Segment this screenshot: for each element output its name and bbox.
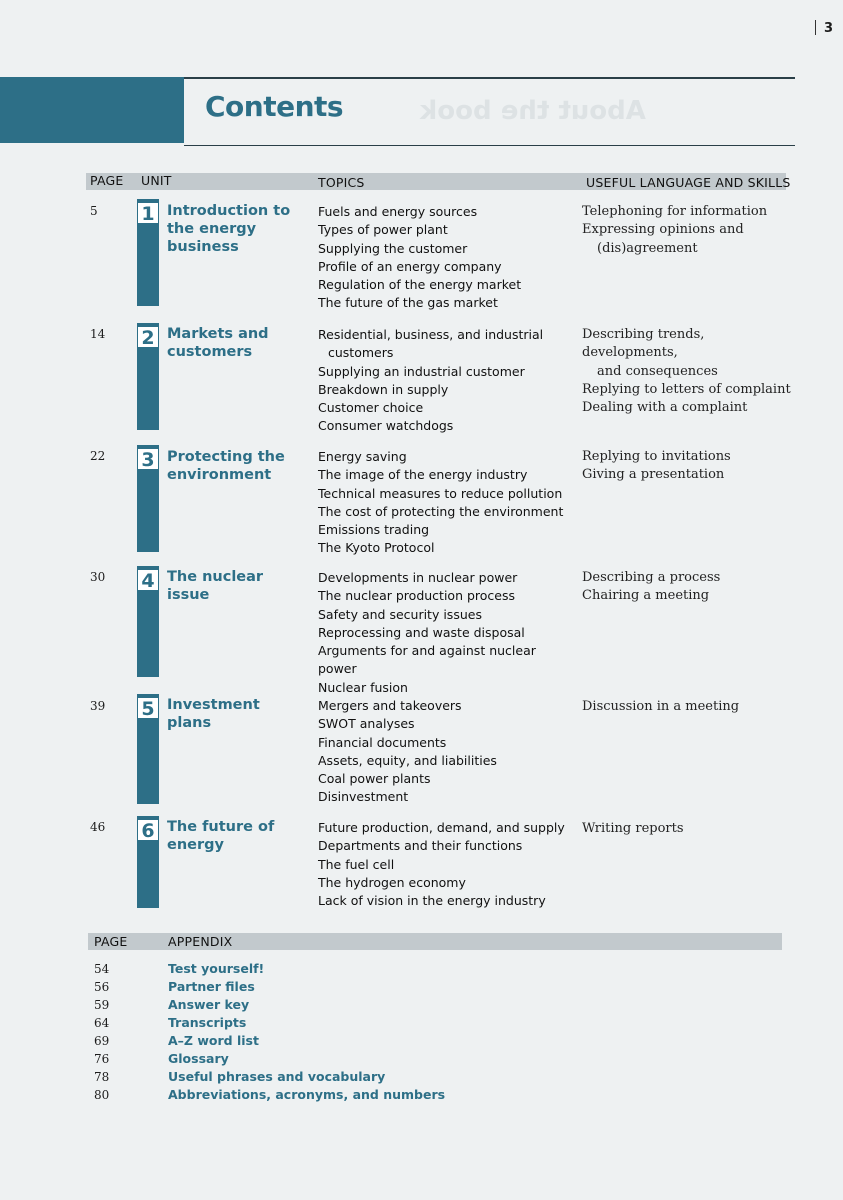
skill-item: Discussion in a meeting [582, 699, 740, 714]
appendix-item: Glossary [168, 1051, 229, 1066]
appendix-title-header: APPENDIX [168, 934, 233, 949]
title-rule-top [184, 77, 795, 79]
unit-topics [318, 326, 578, 436]
title-accent-block [0, 77, 184, 143]
unit-title: The future of energy [167, 819, 275, 853]
show-through-heading: About the book [420, 96, 646, 126]
topic-item: The Kyoto Protocol [318, 540, 435, 556]
unit-topics [318, 203, 578, 313]
unit-topics [318, 697, 578, 807]
topic-item: Assets, equity, and liabilities [318, 752, 497, 768]
unit-skills [582, 820, 797, 838]
appendix-item: Transcripts [168, 1015, 247, 1030]
unit-skills [582, 698, 797, 716]
skill-item: Chairing a meeting [582, 588, 710, 604]
appendix-item: A–Z word list [168, 1033, 259, 1048]
appendix-page: 54 [94, 962, 110, 976]
topic-item: customers [328, 345, 394, 361]
topic-item: Residential, business, and industrial [318, 327, 544, 342]
unit-skills [582, 326, 797, 417]
skill-item: Describing a process [582, 570, 721, 585]
topic-item: Future production, demand, and supply [318, 820, 565, 835]
unit-page: 30 [90, 570, 106, 584]
unit-title: Protecting the environment [167, 449, 285, 483]
topic-item: The future of the gas market [318, 295, 498, 311]
unit-title: Introduction to the energy business [167, 203, 291, 255]
appendix-page-header: PAGE [94, 934, 128, 949]
topic-item: The fuel cell [318, 856, 395, 872]
topic-item: Disinvestment [318, 789, 409, 805]
topic-item: Energy saving [318, 449, 407, 464]
appendix-page: 78 [94, 1070, 110, 1084]
unit-topics [318, 819, 578, 910]
topic-item: Departments and their functions [318, 838, 523, 854]
appendix-item: Answer key [168, 997, 250, 1012]
topic-item: Supplying the customer [318, 240, 468, 256]
topic-item: Regulation of the energy market [318, 277, 522, 293]
unit-number: 4 [137, 569, 159, 591]
topic-item: Lack of vision in the energy industry [318, 893, 546, 909]
topic-item: Supplying an industrial customer [318, 363, 525, 379]
unit-number: 3 [137, 448, 159, 470]
skill-item: Dealing with a complaint [582, 400, 748, 416]
topic-item: The hydrogen economy [318, 874, 466, 890]
appendix-item: Abbreviations, acronyms, and numbers [168, 1087, 446, 1102]
topic-item: The nuclear production process [318, 588, 516, 604]
topic-item: Emissions trading [318, 522, 430, 538]
skill-item: and consequences [597, 363, 718, 379]
topic-item: Breakdown in supply [318, 381, 449, 397]
topic-item: Customer choice [318, 400, 424, 416]
unit-number: 6 [137, 819, 159, 841]
skill-item: Giving a presentation [582, 467, 725, 483]
header-topics: TOPICS [318, 175, 365, 190]
unit-title: The nuclear issue [167, 569, 264, 603]
skill-item: Describing trends, developments, [582, 327, 705, 361]
skill-item: Telephoning for information [582, 204, 768, 219]
appendix-page: 56 [94, 980, 110, 994]
title-rule-bottom [184, 145, 795, 146]
topic-item: The cost of protecting the environment [318, 503, 564, 519]
unit-topics [318, 569, 578, 697]
topic-item: The image of the energy industry [318, 467, 528, 483]
unit-page: 14 [90, 327, 106, 341]
unit-skills [582, 569, 797, 606]
skill-item: (dis)agreement [597, 240, 698, 256]
page-number: 3 [815, 20, 833, 36]
skill-item: Writing reports [582, 821, 684, 836]
appendix-page: 64 [94, 1016, 110, 1030]
unit-topics [318, 448, 578, 558]
appendix-page: 69 [94, 1034, 110, 1048]
unit-page: 39 [90, 699, 106, 713]
unit-page: 22 [90, 449, 106, 463]
topic-item: Types of power plant [318, 222, 448, 238]
unit-number: 1 [137, 202, 159, 224]
topic-item: Technical measures to reduce pollution [318, 485, 563, 501]
topic-item: Nuclear fusion [318, 679, 408, 695]
unit-title: Investment plans [167, 697, 260, 731]
topic-item: Developments in nuclear power [318, 570, 518, 585]
topic-item: Reprocessing and waste disposal [318, 624, 525, 640]
header-page: PAGE [90, 173, 124, 188]
page-title: Contents [205, 90, 344, 123]
topic-item: Safety and security issues [318, 606, 482, 622]
unit-title: Markets and customers [167, 326, 269, 360]
unit-skills [582, 448, 797, 485]
appendix-item: Test yourself! [168, 961, 265, 976]
header-skills: USEFUL LANGUAGE AND SKILLS [586, 175, 791, 190]
topic-item: Consumer watchdogs [318, 418, 454, 434]
skill-item: Replying to letters of complaint [582, 381, 791, 397]
appendix-item: Partner files [168, 979, 255, 994]
topic-item: Coal power plants [318, 771, 431, 787]
skill-item: Expressing opinions and [582, 222, 744, 238]
topic-item: Financial documents [318, 734, 447, 750]
topic-item: Fuels and energy sources [318, 204, 478, 219]
topic-item: Mergers and takeovers [318, 698, 462, 713]
appendix-item: Useful phrases and vocabulary [168, 1069, 386, 1084]
unit-page: 46 [90, 820, 106, 834]
appendix-page: 76 [94, 1052, 110, 1066]
unit-skills [582, 203, 797, 258]
skill-item: Replying to invitations [582, 449, 731, 464]
topic-item: SWOT analyses [318, 716, 415, 732]
header-unit: UNIT [141, 173, 172, 188]
unit-number: 2 [137, 326, 159, 348]
unit-number: 5 [137, 697, 159, 719]
topic-item: Profile of an energy company [318, 258, 502, 274]
topic-item: Arguments for and against nuclear power [318, 643, 536, 677]
appendix-page: 80 [94, 1088, 110, 1102]
unit-page: 5 [90, 204, 98, 218]
appendix-page: 59 [94, 998, 110, 1012]
